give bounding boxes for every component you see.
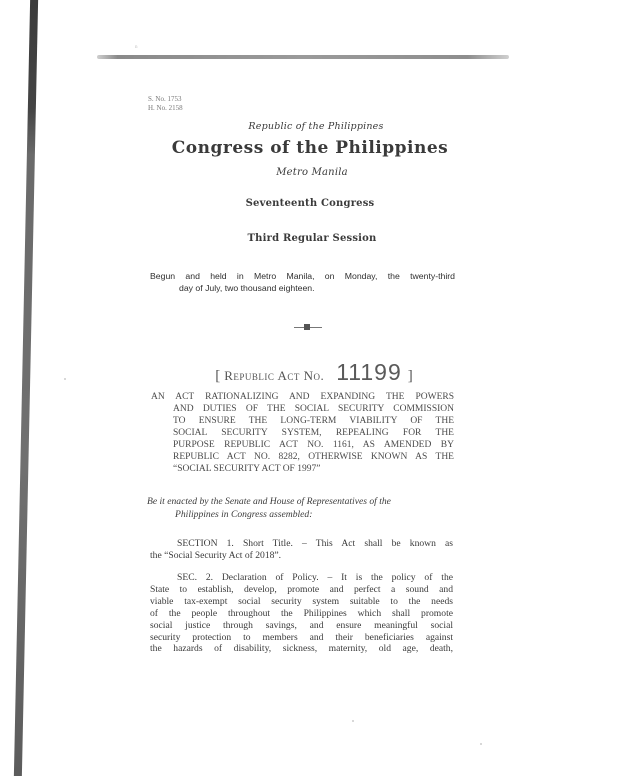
republic-act-value: 11199 — [336, 359, 402, 385]
enacting-clause — [147, 495, 455, 521]
page-binding-edge — [14, 0, 38, 776]
section-2-declaration-of-policy — [150, 572, 453, 655]
section-line: the “Social Security Act of 2018”. — [150, 549, 282, 561]
section-line: the hazards of disability, sickness, maternity, old age, death, — [150, 643, 453, 655]
act-title-line: PURPOSE REPUBLIC ACT NO. 1161, AS AMENDED BY — [173, 440, 454, 450]
close-bracket: ] — [407, 368, 413, 384]
convening-line-2: day of July, two thousand eighteen. — [179, 283, 315, 293]
scan-speck — [480, 743, 482, 745]
act-title-line: SOCIAL SECURITY SYSTEM, REPEALING FOR THE — [173, 428, 454, 438]
section-line: security protection to members and their beneficiaries against — [150, 631, 453, 643]
bill-numbers — [148, 95, 183, 113]
act-title-line: AN ACT RATIONALIZING AND EXPANDING THE POWERS — [151, 392, 454, 402]
convening-line-1: Begun and held in Metro Manila, on Monday, the twenty-third — [150, 271, 455, 281]
congress-heading: Congress of the Philippines — [171, 138, 449, 158]
act-title-line: TO ENSURE THE LONG-TERM VIABILITY OF THE — [173, 416, 454, 426]
act-title-line: AND DUTIES OF THE SOCIAL SECURITY COMMISSION — [173, 404, 454, 414]
republic-heading: Republic of the Philippines — [248, 121, 384, 132]
section-line: SEC. 2. Declaration of Policy. – It is the policy of the — [177, 572, 453, 583]
scan-speck — [352, 720, 354, 722]
act-title-line: “SOCIAL SECURITY ACT OF 1997” — [173, 464, 321, 474]
enacting-line-2: Philippines in Congress assembled: — [175, 509, 313, 520]
act-title-line: REPUBLIC ACT NO. 8282, OTHERWISE KNOWN AS THE — [173, 452, 454, 462]
ornament-square-icon — [304, 324, 310, 330]
section-line: viable tax-exempt social security system suitable to the needs — [150, 595, 453, 607]
act-title — [151, 391, 454, 475]
section-1-short-title — [150, 538, 453, 562]
top-rule — [97, 55, 509, 59]
section-line: State to establish, develop, promote and perfect a sound and — [150, 583, 453, 595]
house-bill-number: H. No. 2158 — [148, 104, 183, 112]
convening-statement — [150, 270, 455, 294]
congress-number-heading: Seventeenth Congress — [245, 198, 375, 209]
session-heading: Third Regular Session — [247, 233, 377, 244]
senate-bill-number: S. No. 1753 — [148, 95, 182, 103]
republic-act-label: Republic Act No. — [224, 368, 325, 383]
section-line: social justice through savings, and ensure meaningful social — [150, 619, 453, 631]
scan-mark: n — [135, 45, 138, 50]
section-line: SECTION 1. Short Title. – This Act shall be known as — [177, 538, 453, 549]
divider-ornament — [294, 327, 322, 328]
location-heading: Metro Manila — [276, 167, 348, 178]
enacting-line-1: Be it enacted by the Senate and House of Representatives of the — [147, 496, 391, 507]
scan-speck — [64, 378, 66, 380]
section-line: of the people throughout the Philippines which shall promote — [150, 607, 453, 619]
republic-act-number — [0, 359, 630, 386]
open-bracket: [ — [215, 368, 221, 384]
